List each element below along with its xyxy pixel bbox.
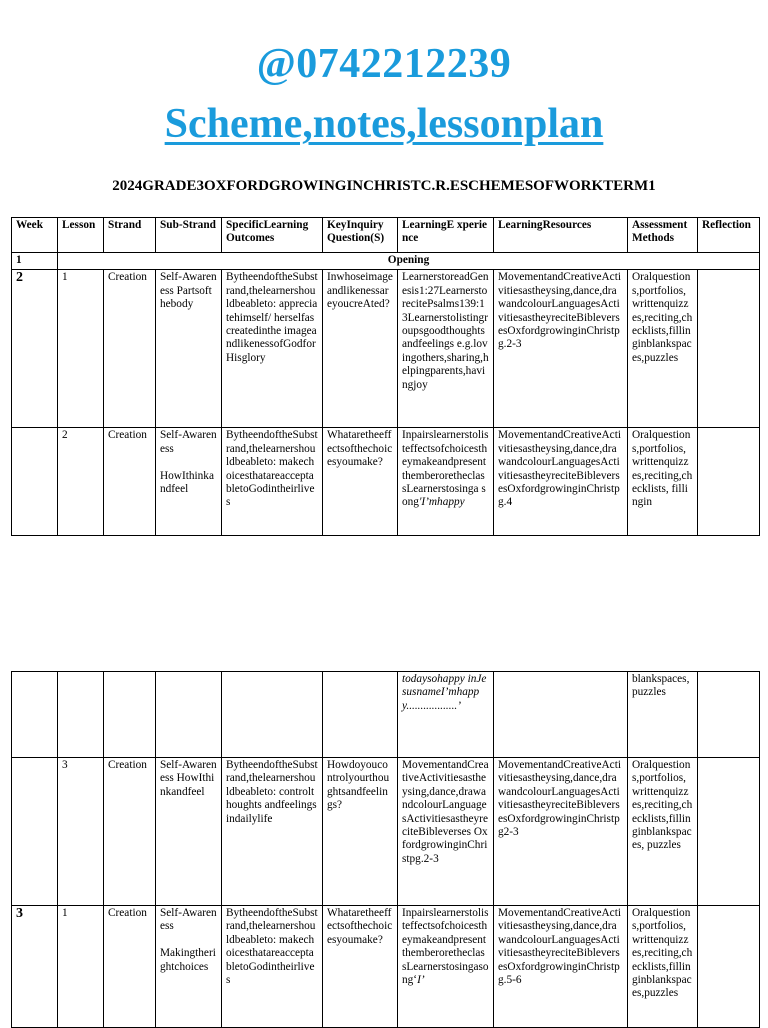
table-cell: Oralquestions,portfolios,writtenquizzes,reciting,checklists,fillinginblankspaces,puzzles <box>628 906 698 1028</box>
col-header-substrand: Sub-Strand <box>156 218 222 253</box>
opening-label: Opening <box>58 253 760 270</box>
table-cell <box>12 428 58 536</box>
scheme-table <box>11 217 760 536</box>
table-cell: 1 <box>12 253 58 270</box>
table-cell <box>222 672 323 758</box>
table-cell: Self-Awareness HowIthinkandfeel <box>156 758 222 906</box>
table-cell <box>156 672 222 758</box>
table-cell: Oralquestions,portfolios,writtenquizzes,reciting,checklists, fillingin <box>628 428 698 536</box>
table-cell: Creation <box>104 906 156 1028</box>
table-cell <box>398 758 494 906</box>
table-cell: Self-Awareness Makingtherightchoices <box>156 906 222 1028</box>
table-cell: BytheendoftheSubstrand,thelearnershouldbeableto: controlthoughts andfeelingsindailylife <box>222 758 323 906</box>
cell-text: MovementandCreativeActivitiesastheysing,dance,drawandcolourLanguagesActivitiesastheyreciteBibleverses OxfordgrowinginChristpg.2-3 <box>402 759 489 865</box>
table-cell <box>698 672 760 758</box>
document-title: 2024GRADE3OXFORDGROWINGINCHRISTC.R.ESCHEMESOFWORKTERM1 <box>112 178 656 194</box>
table-cell: InwhoseimageandlikenessareyoucreAted? <box>323 270 398 428</box>
table-cell: Self-Awareness Partsofthebody <box>156 270 222 428</box>
table-cell: MovementandCreativeActivitiesastheysing,dance,drawandcolourLanguagesActivitiesastheyreciteBibleversesOxfordgrowinginChristpg.5-6 <box>494 906 628 1028</box>
col-header-outcomes: SpecificLearning Outcomes <box>222 218 323 253</box>
table-cell: Whataretheeffectsofthechoicesyoumake? <box>323 906 398 1028</box>
table-cell: MovementandCreativeActivitiesastheysing,dance,drawandcolourLanguagesActivitiesastheyreciteBibleversesOxfordgrowinginChristpg2-3 <box>494 758 628 906</box>
col-header-experience: LearningE xperience <box>398 218 494 253</box>
table-cell: Oralquestions,portfolios,writtenquizzes,reciting,checklists,fillinginblankspaces, puzzles <box>628 758 698 906</box>
table-cell <box>398 428 494 536</box>
col-header-strand: Strand <box>104 218 156 253</box>
col-header-lesson: Lesson <box>58 218 104 253</box>
cell-text: InpairslearnerstolisteffectsofchoicestheymakeandpresentthemberoretheclassLearnerstosinga song <box>402 429 489 509</box>
table-cell: BytheendoftheSubstrand,thelearnershouldbeableto: makechoicesthatareacceptabletoGodintheirlives <box>222 906 323 1028</box>
cell-text-italic: todaysohappy inJesusnameI’mhappy..................’ <box>402 673 487 712</box>
table-cell: Oralquestions,portfolios,writtenquizzes,reciting,checklists,fillinginblankspaces,puzzles <box>628 270 698 428</box>
table-row <box>12 758 760 906</box>
table-cell: 3 <box>12 906 58 1028</box>
table-cell: 1 <box>58 906 104 1028</box>
table-cell <box>398 672 494 758</box>
table-row <box>12 270 760 428</box>
table-cell: 2 <box>58 428 104 536</box>
table-cell: Self-Awareness HowIthinkandfeel <box>156 428 222 536</box>
table-row <box>12 672 760 758</box>
table-header-row <box>12 218 760 253</box>
table-cell: Creation <box>104 270 156 428</box>
table-cell: MovementandCreativeActivitiesastheysing,dance,drawandcolourLanguagesActivitiesastheyreciteBibleversesOxfordgrowinginChristpg.4 <box>494 428 628 536</box>
promo-link[interactable]: Scheme,notes,lessonplan <box>164 101 604 147</box>
table-cell <box>398 270 494 428</box>
scheme-table-continued <box>11 671 760 1028</box>
table-cell: BytheendoftheSubstrand,thelearnershouldbeableto: appreciatehimself/ herselfascreatedinthe imageandlikenessofGodforHisglory <box>222 270 323 428</box>
table-cell: 1 <box>58 270 104 428</box>
table-cell: Howdoyoucontrolyourthoughtsandfeelings? <box>323 758 398 906</box>
table-cell: Creation <box>104 428 156 536</box>
col-header-inquiry: KeyInquiry Question(S) <box>323 218 398 253</box>
col-header-assessment: Assessment Methods <box>628 218 698 253</box>
cell-text: LearnerstoreadGenesis1:27LearnerstorecitePsalms139:13Learnerstolistingroupsgoodthoughtsandfeelings e.g.lovingothers,sharing,helpingparents,havingjoy <box>402 271 489 391</box>
table-cell <box>323 672 398 758</box>
col-header-reflection: Reflection <box>698 218 760 253</box>
table-cell: Creation <box>104 758 156 906</box>
table-cell: 2 <box>12 270 58 428</box>
cell-text-italic: I’ <box>417 974 425 987</box>
table-cell <box>494 672 628 758</box>
cell-text-italic: 'I’mhappy <box>418 496 465 509</box>
table-cell: 3 <box>58 758 104 906</box>
table-cell <box>58 672 104 758</box>
cell-text: InpairslearnerstolisteffectsofchoicestheymakeandpresentthemberoretheclassLearnerstosingasong‘ <box>402 907 489 987</box>
opening-row <box>12 253 760 270</box>
table-cell: blankspaces,puzzles <box>628 672 698 758</box>
table-cell <box>698 906 760 1028</box>
col-header-resources: LearningResources <box>494 218 628 253</box>
table-cell <box>698 270 760 428</box>
table-cell: Whataretheeffectsofthechoicesyoumake? <box>323 428 398 536</box>
col-header-week: Week <box>12 218 58 253</box>
table-cell <box>398 906 494 1028</box>
table-cell: MovementandCreativeActivitiesastheysing,dance,drawandcolourLanguagesActivitiesastheyreciteBibleversesOxfordgrowinginChristpg.2-3 <box>494 270 628 428</box>
table-row <box>12 428 760 536</box>
table-cell <box>698 758 760 906</box>
table-cell <box>104 672 156 758</box>
table-cell <box>12 672 58 758</box>
table-cell: BytheendoftheSubstrand,thelearnershouldbeableto: makechoicesthatareacceptabletoGodintheirlives <box>222 428 323 536</box>
table-row <box>12 906 760 1028</box>
phone-number: @0742212239 <box>256 41 512 87</box>
table-cell <box>12 758 58 906</box>
table-cell <box>698 428 760 536</box>
